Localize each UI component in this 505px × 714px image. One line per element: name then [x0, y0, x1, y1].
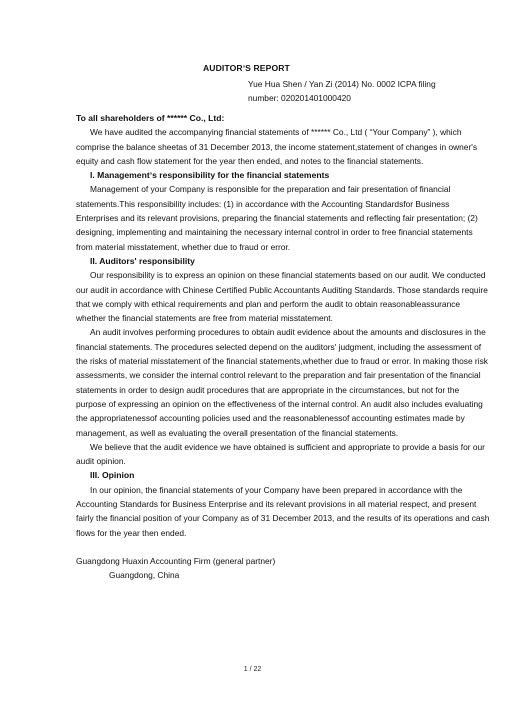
report-title: AUDITORʼS REPORT [203, 63, 290, 73]
salutation: To all shareholders of ****** Co., Ltd: [76, 113, 225, 123]
section-heading-management: I. Managementʼs responsibility for the financial statements [90, 170, 330, 181]
opinion-paragraph: In our opinion, the financial statements of your Company have been prepared in accordance with the Accounting Standards for Business Enterprise and its relevant provisions in all material respect, and present fairly the financial position of your Company as of 31 December 2013, and the results of its operations and cash flows for the year then ended. [76, 484, 490, 538]
intro-paragraph: We have audited the accompanying financial statements of ****** Co., Ltd ( “Your Company” ), which comprise the balance sheetas of 31 December 2013, the income statement,statement of changes in owner's equity and cash flow statement for the year then ended, and notes to the financial statements. [76, 127, 478, 166]
signature-block [76, 554, 490, 583]
management-paragraph: Management of your Company is responsible for the preparation and fair presentation of financial statements.This responsibility includes: (1) in accordance with the Accounting Standardsfor Business Enterprises and its relevant provisions, preparing the financial statements and reflecting fair presentation; (2) designing, implementing and maintaining the necessary internal control in order to free financial statements from material misstatement, whether due to fraud or error. [76, 184, 478, 252]
section-heading-auditors: II. Auditors' responsibility [90, 255, 195, 266]
auditors-paragraph-1: Our responsibility is to express an opinion on these financial statements based on our audit. We conducted our audit in accordance with Chinese Certified Public Accountants Auditing Standards. Those standards require that we comply with ethical requirements and plan and perform the audit to obtain reasonableassurance whether the financial statements are free from material misstatement. [76, 270, 488, 324]
auditors-paragraph-3: We believe that the audit evidence we have obtained is sufficient and appropriate to provide a basis for our audit opinion. [76, 441, 485, 467]
auditors-paragraph-2: An audit involves performing procedures to obtain audit evidence about the amounts and disclosures in the financial statements. The procedures selected depend on the auditors' judgment, including the assessment of the risks of material misstatement of the financial statements,whether due to fraud or error. In making those risk assessments, we consider the internal control relevant to the preparation and fair presentation of the financial statements in order to design audit procedures that are appropriate in the circumstances, but not for the purpose of expressing an opinion on the effectiveness of the internal control. An audit also includes evaluating the appropriatenessof accounting policies used and the reasonablenessof accounting estimates made by management, as well as evaluating the overall presentation of the financial statements. [76, 327, 488, 438]
section-heading-opinion: III. Opinion [90, 470, 135, 481]
filing-line-1: Yue Hua Shen / Yan Zi (2014) No. 0002 ICPA filing [248, 79, 436, 89]
firm-name: Guangdong Huaxin Accounting Firm (general partner) [76, 555, 276, 566]
filing-line-2: number: 020201401000420 [248, 93, 351, 103]
firm-location: Guangdong, China [109, 570, 180, 581]
filing-reference [248, 77, 488, 105]
page-number: 1 / 22 [243, 666, 262, 673]
report-body [76, 111, 490, 583]
